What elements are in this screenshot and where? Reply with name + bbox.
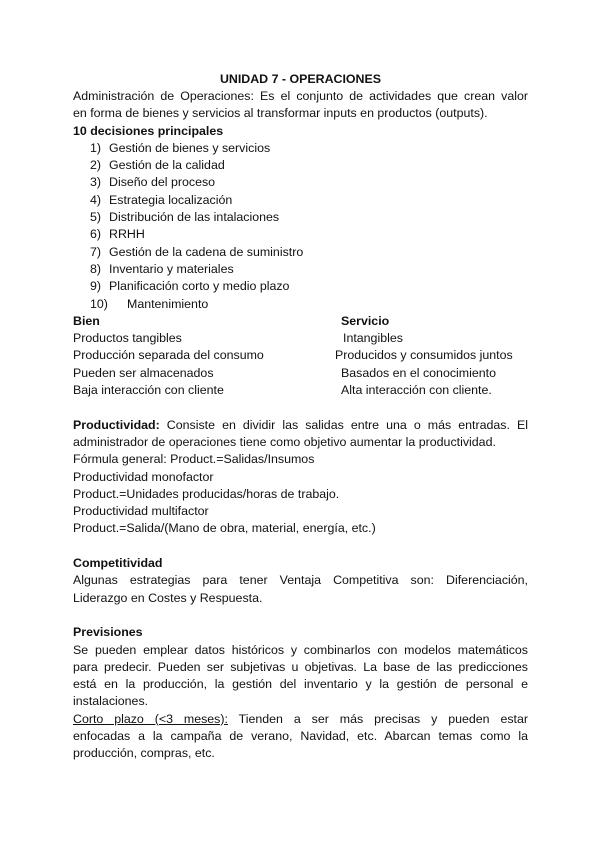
page-title: UNIDAD 7 - OPERACIONES: [219, 72, 382, 86]
comparison-row: Productos tangibles Intangibles: [73, 331, 403, 346]
corto-plazo-line-2: enfocadas a la campaña de verano, Navidad, etc. Abarcan temas como la: [73, 728, 528, 743]
productividad-mono-formula: Product.=Unidades producidas/horas de trabajo.: [73, 486, 340, 501]
list-item: 2) Gestión de la calidad: [90, 158, 225, 173]
list-item: 8) Inventario y materiales: [90, 261, 234, 276]
list-item: 5) Distribución de las intalaciones: [90, 210, 280, 225]
competitividad-heading: Competitividad: [73, 556, 163, 571]
productividad-line-2: administrador de operaciones tiene como objetivo aumentar la productividad.: [73, 434, 496, 449]
previsiones-heading: Previsiones: [73, 625, 143, 640]
previsiones-line-3: está en la producción, la gestión del inventario y la gestión de personal e: [73, 677, 528, 692]
corto-plazo-line-3: producción, compras, etc.: [73, 746, 215, 761]
competitividad-line-2: Liderazgo en Costes y Respuesta.: [73, 590, 263, 605]
comparison-row: Producción separada del consumo Producidos y consumidos juntos: [73, 348, 513, 363]
comparison-header: [73, 313, 528, 330]
previsiones-line-2: para predecir. Pueden ser subjetivas u objetivas. La base de las predicciones: [73, 659, 528, 674]
comparison-row: Baja interacción con cliente Alta interacción con cliente.: [73, 383, 492, 398]
previsiones-line-4: instalaciones.: [73, 694, 149, 709]
bien-header: Bien: [73, 313, 100, 328]
previsiones-line-1: Se pueden emplear datos históricos y combinarlos con modelos matemáticos: [73, 642, 528, 657]
comparison-row: Pueden ser almacenados Basados en el conocimiento: [73, 365, 496, 380]
list-item: 9) Planificación corto y medio plazo: [90, 279, 290, 294]
productividad-formula: Fórmula general: Product.=Salidas/Insumos: [73, 452, 315, 467]
decisions-heading: 10 decisiones principales: [73, 123, 224, 138]
list-item: 7) Gestión de la cadena de suministro: [90, 244, 304, 259]
intro-line-2: en forma de bienes y servicios al transformar inputs en productos (outputs).: [73, 106, 488, 121]
productividad-line-1: Productividad: Consiste en dividir las salidas entre una o más entradas. El: [73, 417, 528, 432]
productividad-multi-formula: Product.=Salida/(Mano de obra, material, energía, etc.): [73, 521, 376, 536]
competitividad-line-1: Algunas estrategias para tener Ventaja Competitiva son: Diferenciación,: [73, 573, 528, 588]
list-item: 1) Gestión de bienes y servicios: [90, 140, 271, 155]
list-item: 6) RRHH: [90, 227, 145, 242]
corto-plazo-line-1: Corto plazo (<3 meses): Tienden a ser más precisas y pueden estar: [73, 711, 528, 726]
servicio-header: Servicio: [341, 313, 390, 328]
productividad-mono-label: Productividad monofactor: [73, 469, 214, 484]
corto-plazo-label: Corto plazo (<3 meses):: [73, 711, 228, 726]
list-item: 3) Diseño del proceso: [90, 175, 216, 190]
list-item: 4) Estrategia localización: [90, 192, 233, 207]
list-item: 10) Mantenimiento: [90, 296, 209, 311]
intro-line-1: Administración de Operaciones: Es el conjunto de actividades que crean valor: [73, 89, 528, 103]
productividad-multi-label: Productividad multifactor: [73, 504, 209, 519]
document-page: [73, 71, 528, 763]
decisions-list: [73, 140, 528, 313]
productividad-label: Productividad:: [73, 417, 160, 432]
